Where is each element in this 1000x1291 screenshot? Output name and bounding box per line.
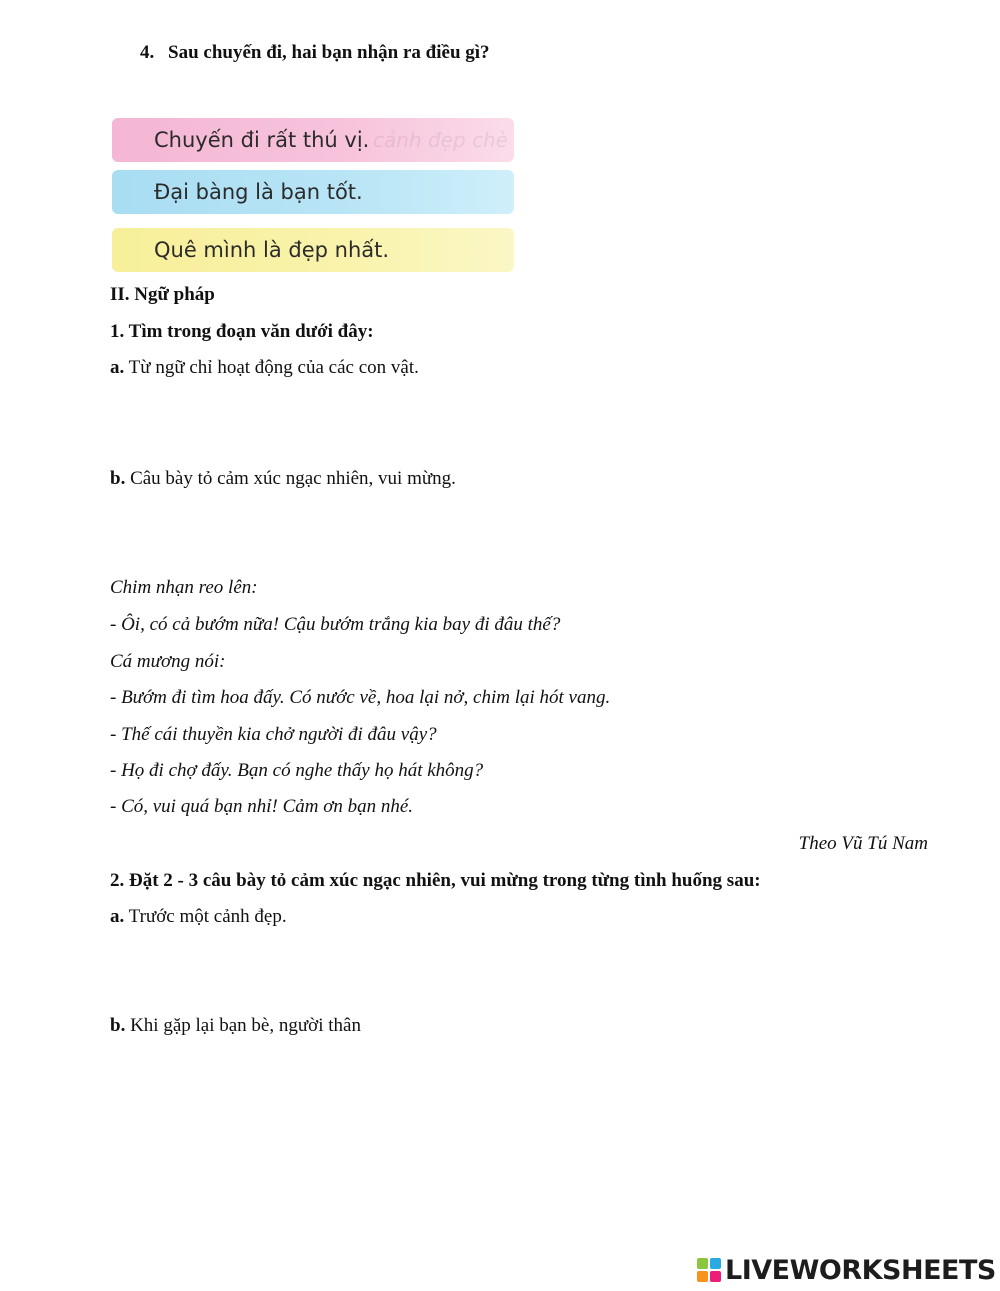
answer-option-1[interactable]	[112, 118, 514, 162]
exercise-1b	[110, 468, 456, 490]
question-4-title	[140, 42, 490, 64]
exercise-1a	[110, 357, 419, 379]
passage-line: - Bướm đi tìm hoa đấy. Có nước về, hoa lại nở, chim lại hót vang.	[110, 687, 611, 708]
passage-line: - Có, vui quá bạn nhỉ! Cảm ơn bạn nhé.	[110, 796, 414, 817]
item-text: Khi gặp lại bạn bè, người thân	[130, 1015, 361, 1036]
item-label: b.	[110, 468, 126, 489]
item-label: b.	[110, 1015, 126, 1036]
item-text: Từ ngữ chỉ hoạt động của các con vật.	[128, 357, 419, 378]
logo-text: LIVEWORKSHEETS	[725, 1254, 996, 1286]
answer-option-2[interactable]	[112, 170, 514, 214]
bleed-through-text: cảnh đẹp chè	[373, 128, 508, 152]
passage-line: - Ôi, có cả bướm nữa! Cậu bướm trắng kia bay đi đâu thế?	[110, 614, 561, 635]
passage-line: - Họ đi chợ đấy. Bạn có nghe thấy họ hát không?	[110, 760, 484, 781]
item-text: Câu bày tỏ cảm xúc ngạc nhiên, vui mừng.	[130, 468, 456, 489]
liveworksheets-logo[interactable]	[697, 1253, 996, 1287]
answer-option-label: Đại bàng là bạn tốt.	[154, 180, 363, 204]
item-label: a.	[110, 357, 125, 378]
logo-square	[710, 1271, 721, 1282]
passage-line: - Thế cái thuyền kia chở người đi đâu vậy?	[110, 724, 437, 745]
exercise-2a	[110, 906, 287, 928]
passage-author: Theo Vũ Tú Nam	[798, 833, 928, 854]
logo-square	[697, 1258, 708, 1269]
exercise-1-title: 1. Tìm trong đoạn văn dưới đây:	[110, 321, 374, 342]
answer-option-label: Chuyến đi rất thú vị.	[154, 128, 370, 152]
passage-line: Chim nhạn reo lên:	[110, 577, 258, 598]
logo-square	[697, 1271, 708, 1282]
answer-option-label: Quê mình là đẹp nhất.	[154, 238, 390, 262]
exercise-2b	[110, 1015, 361, 1037]
answer-option-3[interactable]	[112, 228, 514, 272]
passage-line: Cá mương nói:	[110, 651, 226, 672]
question-text: Sau chuyến đi, hai bạn nhận ra điều gì?	[168, 42, 490, 63]
question-number: 4.	[140, 42, 155, 63]
section-title: II. Ngữ pháp	[110, 284, 215, 305]
logo-mark-icon	[697, 1258, 721, 1282]
item-text: Trước một cảnh đẹp.	[128, 906, 287, 927]
exercise-2-title: 2. Đặt 2 - 3 câu bày tỏ cảm xúc ngạc nhiên, vui mừng trong từng tình huống sau:	[110, 870, 761, 891]
logo-square	[710, 1258, 721, 1269]
item-label: a.	[110, 906, 125, 927]
